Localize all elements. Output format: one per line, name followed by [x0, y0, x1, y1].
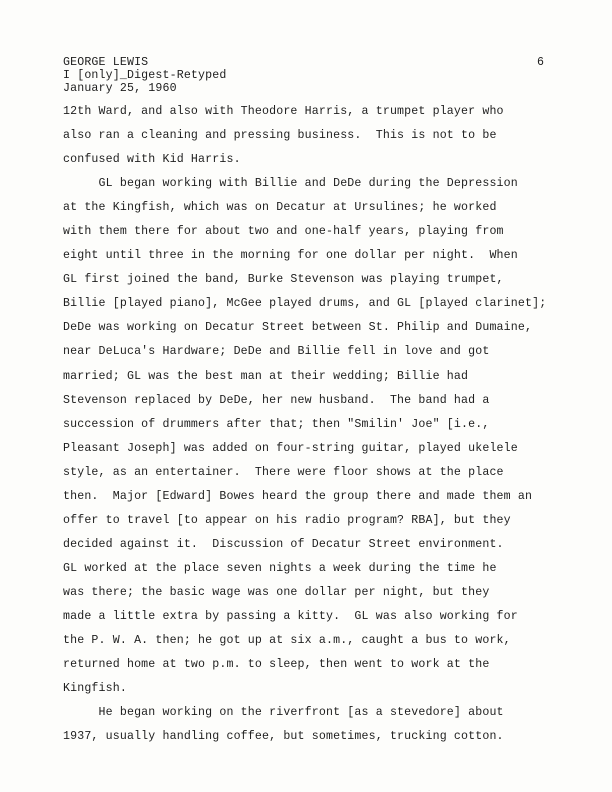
text-line: was there; the basic wage was one dollar per night, but they [63, 585, 490, 599]
text-line: married; GL was the best man at their wedding; Billie had [63, 369, 469, 383]
text-line: 12th Ward, and also with Theodore Harris, a trumpet player who [63, 105, 504, 118]
text-line: then. Major [Edward] Bowes heard the group there and made them an [63, 489, 533, 503]
text-line: made a little extra by passing a kitty. GL was also working for [63, 609, 518, 623]
text-line: He began working on the riverfront [as a stevedore] about [63, 706, 504, 720]
text-line: 1937, usually handling coffee, but sometimes, trucking cotton. [63, 730, 504, 744]
text-line: DeDe was working on Decatur Street between St. Philip and Dumaine, [63, 321, 533, 335]
text-line: Pleasant Joseph] was added on four-string guitar, played ukelele [63, 441, 518, 455]
text-line: offer to travel [to appear on his radio program? RBA], but they [63, 513, 511, 527]
text-line: GL worked at the place seven nights a week during the time he [63, 561, 497, 575]
text-line: near DeLuca's Hardware; DeDe and Billie fell in love and got [63, 345, 490, 359]
text-line: decided against it. Discussion of Decatur Street environment. [63, 537, 504, 551]
header-name: GEORGE LEWIS [63, 56, 149, 69]
text-line: confused with Kid Harris. [63, 153, 241, 167]
text-line: GL first joined the band, Burke Stevenson was playing trumpet, [63, 273, 504, 287]
text-line: GL began working with Billie and DeDe during the Depression [63, 177, 518, 191]
text-line: at the Kingfish, which was on Decatur at Ursulines; he worked [63, 201, 497, 215]
text-line: eight until three in the morning for one dollar per night. When [63, 249, 518, 263]
text-line: returned home at two p.m. to sleep, then went to work at the [63, 658, 490, 672]
text-line: Kingfish. [63, 682, 127, 696]
document-header [63, 56, 226, 95]
body-text [63, 100, 583, 749]
text-line: with them there for about two and one-half years, playing from [63, 225, 504, 239]
header-subtitle: I [only]_Digest-Retyped [63, 69, 227, 82]
header-date: January 25, 1960 [63, 82, 177, 95]
text-line: Billie [played piano], McGee played drums, and GL [played clarinet]; [63, 297, 547, 311]
text-line: style, as an entertainer. There were floor shows at the place [63, 465, 504, 479]
text-line: succession of drummers after that; then "Smilin' Joe" [i.e., [63, 417, 490, 431]
page-number: 6 [537, 56, 545, 69]
text-line: Stevenson replaced by DeDe, her new husband. The band had a [63, 393, 490, 407]
text-line: the P. W. A. then; he got up at six a.m., caught a bus to work, [63, 634, 511, 648]
text-line: also ran a cleaning and pressing business. This is not to be [63, 129, 497, 143]
